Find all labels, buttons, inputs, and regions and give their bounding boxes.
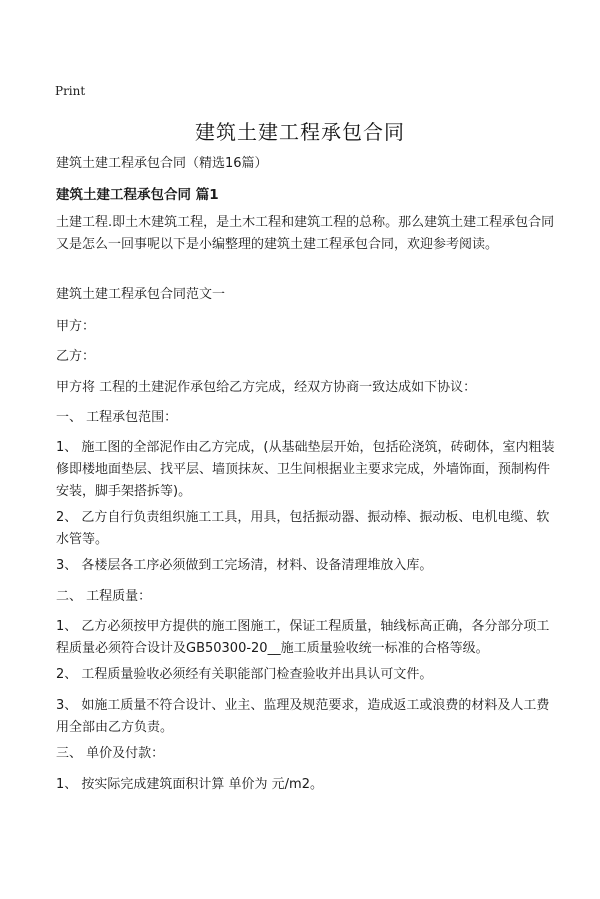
paragraph-scope-2: 2、 乙方自行负责组织施工工具，用具，包括振动器、振动棒、振动板、电机电缆、软水管等。 bbox=[56, 510, 550, 547]
document-title: 建筑土建工程承包合同 bbox=[195, 120, 405, 144]
section-scope-heading: 一、 工程承包范围： bbox=[56, 410, 178, 425]
paragraph-scope-3: 3、 各楼层各工序必须做到工完场清，材料、设备清理堆放入库。 bbox=[56, 558, 433, 573]
paragraph-scope-1: 1、 施工图的全部泥作由乙方完成，(从基础垫层开始，包括砼浇筑，砖砌体，室内粗装修即楼地面垫层、找平层、墙顶抹灰、卫生间根据业主要求完成，外墙饰面，预制构件安装，脚手架搭拆等)。 bbox=[56, 440, 555, 499]
paragraph-party-b: 乙方： bbox=[56, 349, 96, 364]
document-subtitle: 建筑土建工程承包合同（精选16篇） bbox=[56, 156, 268, 171]
paragraph-price-1: 1、 按实际完成建筑面积计算 单价为 元/m2。 bbox=[56, 777, 323, 792]
paragraph-agreement: 甲方将 工程的土建泥作承包给乙方完成，经双方协商一致达成如下协议： bbox=[56, 380, 477, 395]
paragraph-party-a: 甲方： bbox=[56, 319, 96, 334]
paragraph-sample-title: 建筑土建工程承包合同范文一 bbox=[56, 287, 226, 302]
section-heading: 建筑土建工程承包合同 篇1 bbox=[56, 187, 219, 203]
paragraph-quality-3: 3、 如施工质量不符合设计、业主、监理及规范要求，造成返工或浪费的材料及人工费用全部由乙方负责。 bbox=[56, 698, 550, 735]
section-quality-heading: 二、 工程质量： bbox=[56, 589, 152, 604]
paragraph-intro: 土建工程.即土木建筑工程，是土木工程和建筑工程的总称。那么建筑土建工程承包合同又是怎么一回事呢以下是小编整理的建筑土建工程承包合同，欢迎参考阅读。 bbox=[56, 215, 555, 252]
section-price-heading: 三、 单价及付款： bbox=[56, 746, 165, 761]
paragraph-quality-2: 2、 工程质量验收必须经有关职能部门检查验收并出具认可文件。 bbox=[56, 667, 433, 682]
paragraph-quality-1: 1、 乙方必须按甲方提供的施工图施工，保证工程质量，轴线标高正确，各分部分项工程质量必须符合设计及GB50300-20__施工质量验收统一标准的合格等级。 bbox=[56, 619, 550, 656]
print-label: Print bbox=[55, 84, 86, 98]
